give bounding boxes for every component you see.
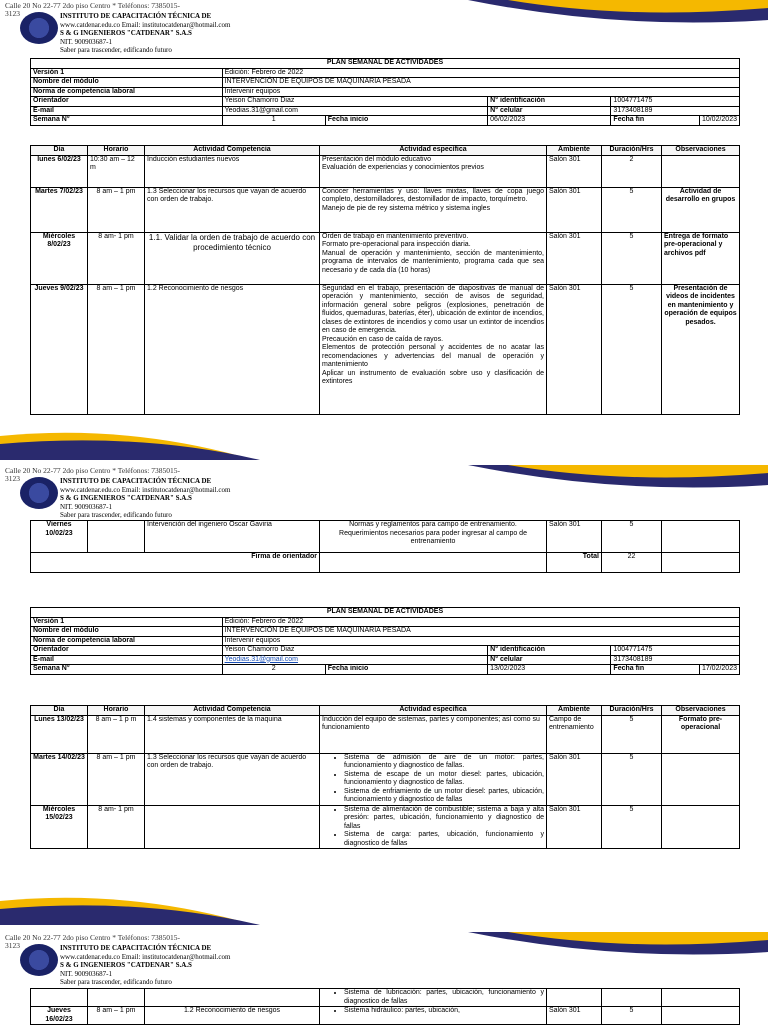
week1-activities-table: Día Horario Actividad Competencia Actividad específica Ambiente Duración/Hrs Observaciones lunes 6/02/23 10:30 am – 12 m Inducción estudiantes nuevos Presentación del módulo educativo Evaluación de experiencias y conocimientos previos Salón 301 2 Martes 7/02/23 8 am – 1 pm 1.3 Seleccionar los recursos que vayan de acuerdo con orden de trabajo. Conocer herramientas y uso: llaves mixtas, llaves de copa juego completo, destornilladores, destornillador de impacto, torquímetro. Manejo de pie de rey sistema métrico y sistema ingles Salón 301 5 Actividad de desarrollo en grupos Miércoles 8/02/23 8 am- 1 pm 1.1. Validar la orden de trabajo de acuerdo con procedimiento técnico Orden de trabajo en mantenimiento preventivo. Formato pre-operacional para inspección diaria. Manual de operación y mantenimiento, sección de mantenimiento, programa de intervalos de mantenimiento, programa cada que sea necesario y de cada día (10 horas) Salón 301 5 Entrega de formato pre-operacional y archivos pdf Jueves 9/02/23 8 am – 1 pm 1.2 Reconocimiento de riesgos Seguridad en el trabajo, presentación de diapositivas de manual de operación y mantenimiento, sección de avisos de seguridad, información general sobre peligros (explosiones, penetración de fluidos, quemaduras, baterías, éter), ubicación de extintor de incendios, clases de extintores de incendios y como usar un extintor de incendios en caso de emergencia. Precaución en caso de caída de rayos. Elementos de protección personal y accidentes de no acatar las recomendaciones y advertencias del manual de operación y mantenimiento Aplicar un instrumento de evaluación sobre uso y clasificación de extintores Salón 301 5 Presentación de videos de incidentes en mantenimiento y operación de equipos pesados. — [30, 145, 740, 415]
list-item: • Sistema de alimentación de combustible; sistema a baja y alta presión: partes, ubicación, funcionamiento y diagnostico de fallas — [344, 806, 544, 832]
week2-continuation-table — [30, 988, 740, 1025]
list-item: • Sistema de lubricación: partes, ubicación, funcionamiento y diagnostico de fallas — [344, 989, 544, 1006]
header-swoosh — [468, 0, 768, 45]
list-item: • Sistema hidráulico: partes, ubicación, — [344, 1007, 544, 1016]
week2-activities-table: Día Horario Actividad Competencia Actividad específica Ambiente Duración/Hrs Observaciones Lunes 13/02/23 8 am – 1 p m 1.4 sistemas y componentes de la maquina Inducción del equipo de sistemas, partes y componentes; así como su funcionamiento Campo de entrenamiento 5 Formato pre-operacional Martes 14/02/23 8 am – 1 pm 1.3 Seleccionar los recursos que vayan de acuerdo con orden de trabajo. • Sistema de admisión de aire de un motor: partes, funcionamiento y diagnostico de fallas. • Sistema de escape de un motor diesel: partes, ubicación, funcionamiento y diagnostico de fallas. • Sistema de enfriamiento de un motor diesel: partes, ubicación, funcionamiento y diagnostico de fallas Salón 301 5 Miércoles 15/02/23 8 am- 1 pm • Sistema de alimentación de combustible; sistema a baja y alta presión: partes, ubicación, funcionamiento y diagnostico de fallas • Sistema de carga: partes, ubicación, funcionamiento y diagnostico de fallas Salón 301 5 — [30, 705, 740, 849]
week1-info-table: PLAN SEMANAL DE ACTIVIDADES Versión 1 Edición: Febrero de 2022 Nombre del módulo INTERVENCIÓN DE EQUIPOS DE MAQUINARIA PESADA Norma de competencia laboral Intervenir equipos Orientador Yeison Chamorro Diaz N° identificación 1004771475 E-mail Yeodias.31@gmail.com N° celular 3173408189 Semana N° 1 Fecha inicio 06/02/2023 Fecha fin 10/02/2023 — [30, 58, 740, 126]
total-hours: 22 — [602, 553, 662, 573]
page-header: Calle 20 No 22-77 2do piso Centro * Teléfonos: 7385015- 3123 INSTITUTO DE CAPACITACIÓN TÉCNICA DE www.catdenar.edu.co Email: institutocatdenar@hotmail.com S & G INGENIEROS "CATDENAR" S.A.S NIT. 900903687-1 Saber para trascender, edificando futuro — [0, 932, 768, 992]
header-institute: INSTITUTO DE CAPACITACIÓN TÉCNICA DE — [60, 12, 212, 20]
table-row: Martes 7/02/23 8 am – 1 pm 1.3 Seleccionar los recursos que vayan de acuerdo con orden de trabajo. Conocer herramientas y uso: llaves mixtas, llaves de copa juego completo, destornilladores, destornillador de impacto, torquímetro. Manejo de pie de rey sistema métrico y sistema ingles Salón 301 5 Actividad de desarrollo en grupos — [31, 187, 740, 232]
table-row: Miércoles 15/02/23 8 am- 1 pm • Sistema de alimentación de combustible; sistema a baja y alta presión: partes, ubicación, funcionamiento y diagnostico de fallas • Sistema de carga: partes, ubicación, funcionamiento y diagnostico de fallas Salón 301 5 — [31, 805, 740, 849]
signature-label: Firma de orientador — [31, 553, 320, 573]
table-row: lunes 6/02/23 10:30 am – 12 m Inducción estudiantes nuevos Presentación del módulo educativo Evaluación de experiencias y conocimientos previos Salón 301 2 — [31, 155, 740, 187]
list-item: • Sistema de carga: partes, ubicación, funcionamiento y diagnostico de fallas — [344, 831, 544, 848]
header-swoosh — [468, 465, 768, 510]
table-row: Miércoles 8/02/23 8 am- 1 pm 1.1. Validar la orden de trabajo de acuerdo con procedimiento técnico Orden de trabajo en mantenimiento preventivo. Formato pre-operacional para inspección diaria. Manual de operación y mantenimiento, sección de mantenimiento, programa de intervalos de mantenimiento, programa cada que sea necesario y de cada día (10 horas) Salón 301 5 Entrega de formato pre-operacional y archivos pdf — [31, 232, 740, 284]
list-item: • Sistema de enfriamiento de un motor diesel: partes, ubicación, funcionamiento y diagnostico de fallas — [344, 788, 544, 805]
header-address: Calle 20 No 22-77 2do piso Centro * Teléfonos: 7385015- 3123 — [5, 1, 180, 18]
list-item: • Sistema de escape de un motor diesel: partes, ubicación, funcionamiento y diagnostico de fallas. — [344, 771, 544, 788]
header-website[interactable]: www.catdenar.edu.co — [60, 20, 120, 29]
week2-info-table: PLAN SEMANAL DE ACTIVIDADES Versión 1 Edición: Febrero de 2022 Nombre del módulo INTERVENCIÓN DE EQUIPOS DE MAQUINARIA PESADA Norma de competencia laboral Intervenir equipos Orientador Yeison Chamorro Diaz N° identificación 1004771475 E-mail Yeodias.31@gmail.com N° celular 3173408189 Semana N° 2 Fecha inicio 13/02/2023 Fecha fin 17/02/2023 — [30, 607, 740, 675]
page-header: Calle 20 No 22-77 2do piso Centro * Teléfonos: 7385015- 3123 INSTITUTO DE CAPACITACIÓN TÉCNICA DE www.catdenar.edu.co Email: institutocatdenar@hotmail.com S & G INGENIEROS "CATDENAR" S.A.S NIT. 900903687-1 Saber para trascender, edificando futuro — [0, 0, 768, 60]
signature-field[interactable] — [320, 553, 547, 573]
table-row: Martes 14/02/23 8 am – 1 pm 1.3 Seleccionar los recursos que vayan de acuerdo con orden de trabajo. • Sistema de admisión de aire de un motor: partes, funcionamiento y diagnostico de fallas. • Sistema de escape de un motor diesel: partes, ubicación, funcionamiento y diagnostico de fallas. • Sistema de enfriamiento de un motor diesel: partes, ubicación, funcionamiento y diagnostico de fallas Salón 301 5 — [31, 753, 740, 805]
page-footer-swoosh — [0, 885, 768, 925]
week2-title: PLAN SEMANAL DE ACTIVIDADES — [31, 608, 740, 618]
table-row: Lunes 13/02/23 8 am – 1 p m 1.4 sistemas y componentes de la maquina Inducción del equipo de sistemas, partes y componentes; así como su funcionamiento Campo de entrenamiento 5 Formato pre-operacional — [31, 715, 740, 753]
header-slogan: Saber para trascender, edificando futuro — [60, 46, 172, 54]
table-row: Jueves 16/02/23 8 am – 1 pm 1.2 Reconocimiento de riesgos • Sistema hidráulico: partes, ubicación, Salón 301 5 — [31, 1007, 740, 1025]
header-company: S & G INGENIEROS "CATDENAR" S.A.S — [60, 29, 192, 37]
week1-title: PLAN SEMANAL DE ACTIVIDADES — [31, 59, 740, 69]
header-nit: NIT. 900903687-1 — [60, 37, 112, 46]
table-row: Jueves 9/02/23 8 am – 1 pm 1.2 Reconocimiento de riesgos Seguridad en el trabajo, presentación de diapositivas de manual de operación y mantenimiento, sección de avisos de seguridad, información general sobre peligros (explosiones, penetración de fluidos, quemaduras, baterías, éter), ubicación de extintor de incendios, clases de extintores de incendios y como usar un extintor de incendios en caso de emergencia. Precaución en caso de caída de rayos. Elementos de protección personal y accidentes de no acatar las recomendaciones y advertencias del manual de operación y mantenimiento Aplicar un instrumento de evaluación sobre uso y clasificación de extintores Salón 301 5 Presentación de videos de incidentes en mantenimiento y operación de equipos pesados. — [31, 284, 740, 414]
page-footer-swoosh — [0, 420, 768, 460]
page-header: Calle 20 No 22-77 2do piso Centro * Teléfonos: 7385015- 3123 INSTITUTO DE CAPACITACIÓN TÉCNICA DE www.catdenar.edu.co Email: institutocatdenar@hotmail.com S & G INGENIEROS "CATDENAR" S.A.S NIT. 900903687-1 Saber para trascender, edificando futuro — [0, 465, 768, 525]
table-row: Viernes 10/02/23 Intervención del ingeniero Oscar Gaviria Normas y reglamentos para campo de entrenamiento. Requerimientos necesarios para poder ingresar al campo de entrenamiento Salón 301 5 — [31, 521, 740, 553]
table-row — [31, 989, 740, 1007]
advisor-email-link[interactable]: Yeodias.31@gmail.com — [224, 655, 298, 663]
list-item: • Sistema de admisión de aire de un motor: partes, funcionamiento y diagnostico de fallas. — [344, 754, 544, 771]
week1-continuation-table: Viernes 10/02/23 Intervención del ingeniero Oscar Gaviria Normas y reglamentos para campo de entrenamiento. Requerimientos necesarios para poder ingresar al campo de entrenamiento Salón 301 5 Firma de orientador Total 22 — [30, 520, 740, 573]
header-swoosh — [468, 932, 768, 977]
